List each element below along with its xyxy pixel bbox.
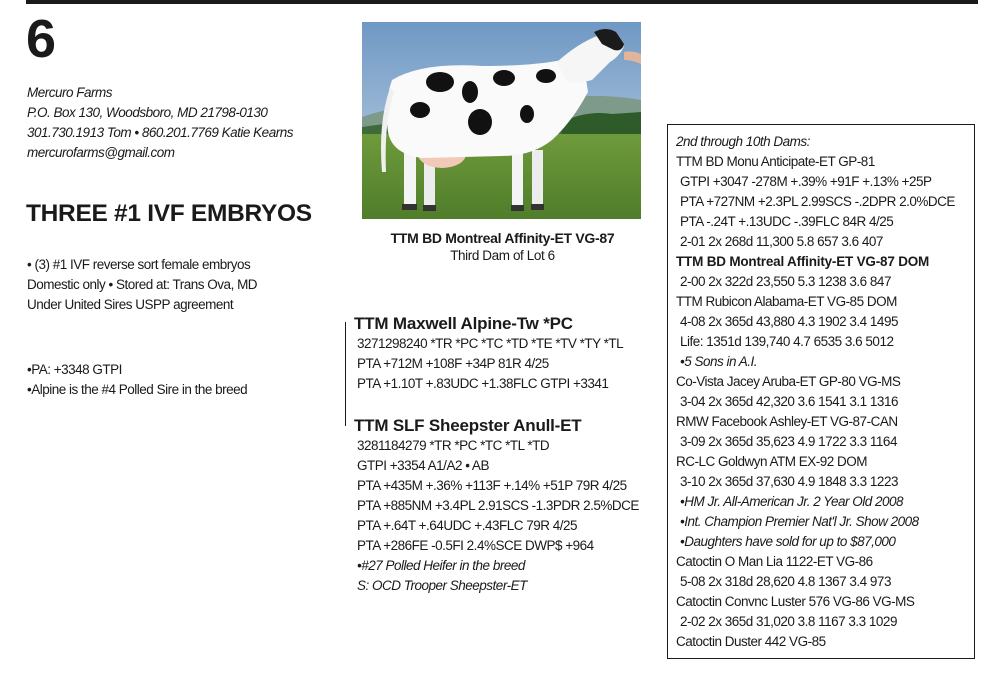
dam-record-row: RC-LC Goldwyn ATM EX-92 DOM xyxy=(676,454,868,469)
dam-record-row: 5-08 2x 318d 28,620 4.8 1367 3.4 973 xyxy=(680,574,891,589)
dams-box xyxy=(667,124,975,659)
dam-record-row: •HM Jr. All-American Jr. 2 Year Old 2008 xyxy=(680,494,904,509)
dam-line: 3281184279 *TR *PC *TC *TL *TD xyxy=(357,438,550,453)
detail-line: • (3) #1 IVF reverse sort female embryos xyxy=(27,257,251,272)
dam-record-row: 3-04 2x 365d 42,320 3.6 1541 3.1 1316 xyxy=(680,394,898,409)
cow-photo xyxy=(362,22,641,219)
pedigree-bracket xyxy=(345,322,346,426)
dam-sire: S: OCD Trooper Sheepster-ET xyxy=(357,578,527,593)
dam-record-row: 4-08 2x 365d 43,880 4.3 1902 3.4 1495 xyxy=(680,314,898,329)
dam-record-row: 2-02 2x 365d 31,020 3.8 1167 3.3 1029 xyxy=(680,614,897,629)
caption-name: TTM BD Montreal Affinity-ET VG-87 xyxy=(390,230,615,246)
dam-record-row: TTM BD Monu Anticipate-ET GP-81 xyxy=(676,154,875,169)
dam-record-row: Catoctin Convnc Luster 576 VG-86 VG-MS xyxy=(676,594,915,609)
lot-number: 6 xyxy=(26,9,56,69)
sire-name: TTM Maxwell Alpine-Tw *PC xyxy=(354,314,573,333)
dam-record-row: Co-Vista Jacey Aruba-ET GP-80 VG-MS xyxy=(676,374,901,389)
dam-record-row: Life: 1351d 139,740 4.7 6535 3.6 5012 xyxy=(680,334,894,349)
sire-line: 3271298240 *TR *PC *TC *TD *TE *TV *TY *TL xyxy=(357,336,624,351)
dam-line: GTPI +3354 A1/A2 • AB xyxy=(357,458,489,473)
dam-record-row: PTA -.24T +.13UDC -.39FLC 84R 4/25 xyxy=(680,214,894,229)
seller-farm: Mercuro Farms xyxy=(27,85,113,100)
dam-line: PTA +286FE -0.5FI 2.4%SCE DWP$ +964 xyxy=(357,538,594,553)
dam-record-row: 2-01 2x 268d 11,300 5.8 657 3.6 407 xyxy=(680,234,883,249)
offering-details xyxy=(27,255,257,315)
dam-line: PTA +435M +.36% +113F +.14% +51P 79R 4/25 xyxy=(357,478,627,493)
seller-contact xyxy=(27,83,293,163)
sire-line: PTA +712M +108F +34P 81R 4/25 xyxy=(357,356,549,371)
sire-line: PTA +1.10T +.83UDC +1.38FLC GTPI +3341 xyxy=(357,376,609,391)
note-line: •Alpine is the #4 Polled Sire in the breed xyxy=(27,382,248,397)
dam-record-row: 3-09 2x 365d 35,623 4.9 1722 3.3 1164 xyxy=(680,434,897,449)
dam-record-row: RMW Facebook Ashley-ET VG-87-CAN xyxy=(676,414,898,429)
photo-caption xyxy=(340,230,665,263)
dam-record-row: •5 Sons in A.I. xyxy=(680,354,758,369)
sire-block xyxy=(354,314,623,394)
dam-record-row: •Int. Champion Premier Nat'l Jr. Show 2008 xyxy=(680,514,919,529)
top-rule xyxy=(26,0,978,4)
note-line: •PA: +3348 GTPI xyxy=(27,362,122,377)
dam-note: •#27 Polled Heifer in the breed xyxy=(357,558,525,573)
dam-record-row: •Daughters have sold for up to $87,000 xyxy=(680,534,896,549)
detail-line: Under United Sires USPP agreement xyxy=(27,297,234,312)
dam-line: PTA +885NM +3.4PL 2.91SCS -1.3PDR 2.5%DCE xyxy=(357,498,639,513)
dam-block xyxy=(354,416,639,596)
seller-email: mercurofarms@gmail.com xyxy=(27,145,175,160)
dam-name: TTM SLF Sheepster Anull-ET xyxy=(354,416,582,435)
dam-record-row: TTM Rubicon Alabama-ET VG-85 DOM xyxy=(676,294,897,309)
dam-record-row: GTPI +3047 -278M +.39% +91F +.13% +25P xyxy=(680,174,932,189)
dam-record-row: 3-10 2x 365d 37,630 4.9 1848 3.3 1223 xyxy=(680,474,898,489)
dams-list xyxy=(676,152,974,652)
detail-line: Domestic only • Stored at: Trans Ova, MD xyxy=(27,277,258,292)
dam-record-row: Catoctin Duster 442 VG-85 xyxy=(676,634,826,649)
seller-address: P.O. Box 130, Woodsboro, MD 21798-0130 xyxy=(27,105,268,120)
dam-record-row: TTM BD Montreal Affinity-ET VG-87 DOM xyxy=(676,254,930,269)
dam-record-row: PTA +727NM +2.3PL 2.99SCS -.2DPR 2.0%DCE xyxy=(680,194,955,209)
offering-title: THREE #1 IVF EMBRYOS xyxy=(26,200,312,227)
seller-phone: 301.730.1913 Tom • 860.201.7769 Katie Kearns xyxy=(27,125,293,140)
offering-notes xyxy=(27,360,247,400)
dams-header: 2nd through 10th Dams: xyxy=(676,134,810,149)
dam-line: PTA +.64T +.64UDC +.43FLC 79R 4/25 xyxy=(357,518,578,533)
caption-subtitle: Third Dam of Lot 6 xyxy=(450,248,555,263)
dam-record-row: Catoctin O Man Lia 1122-ET VG-86 xyxy=(676,554,873,569)
dam-record-row: 2-00 2x 322d 23,550 5.3 1238 3.6 847 xyxy=(680,274,891,289)
